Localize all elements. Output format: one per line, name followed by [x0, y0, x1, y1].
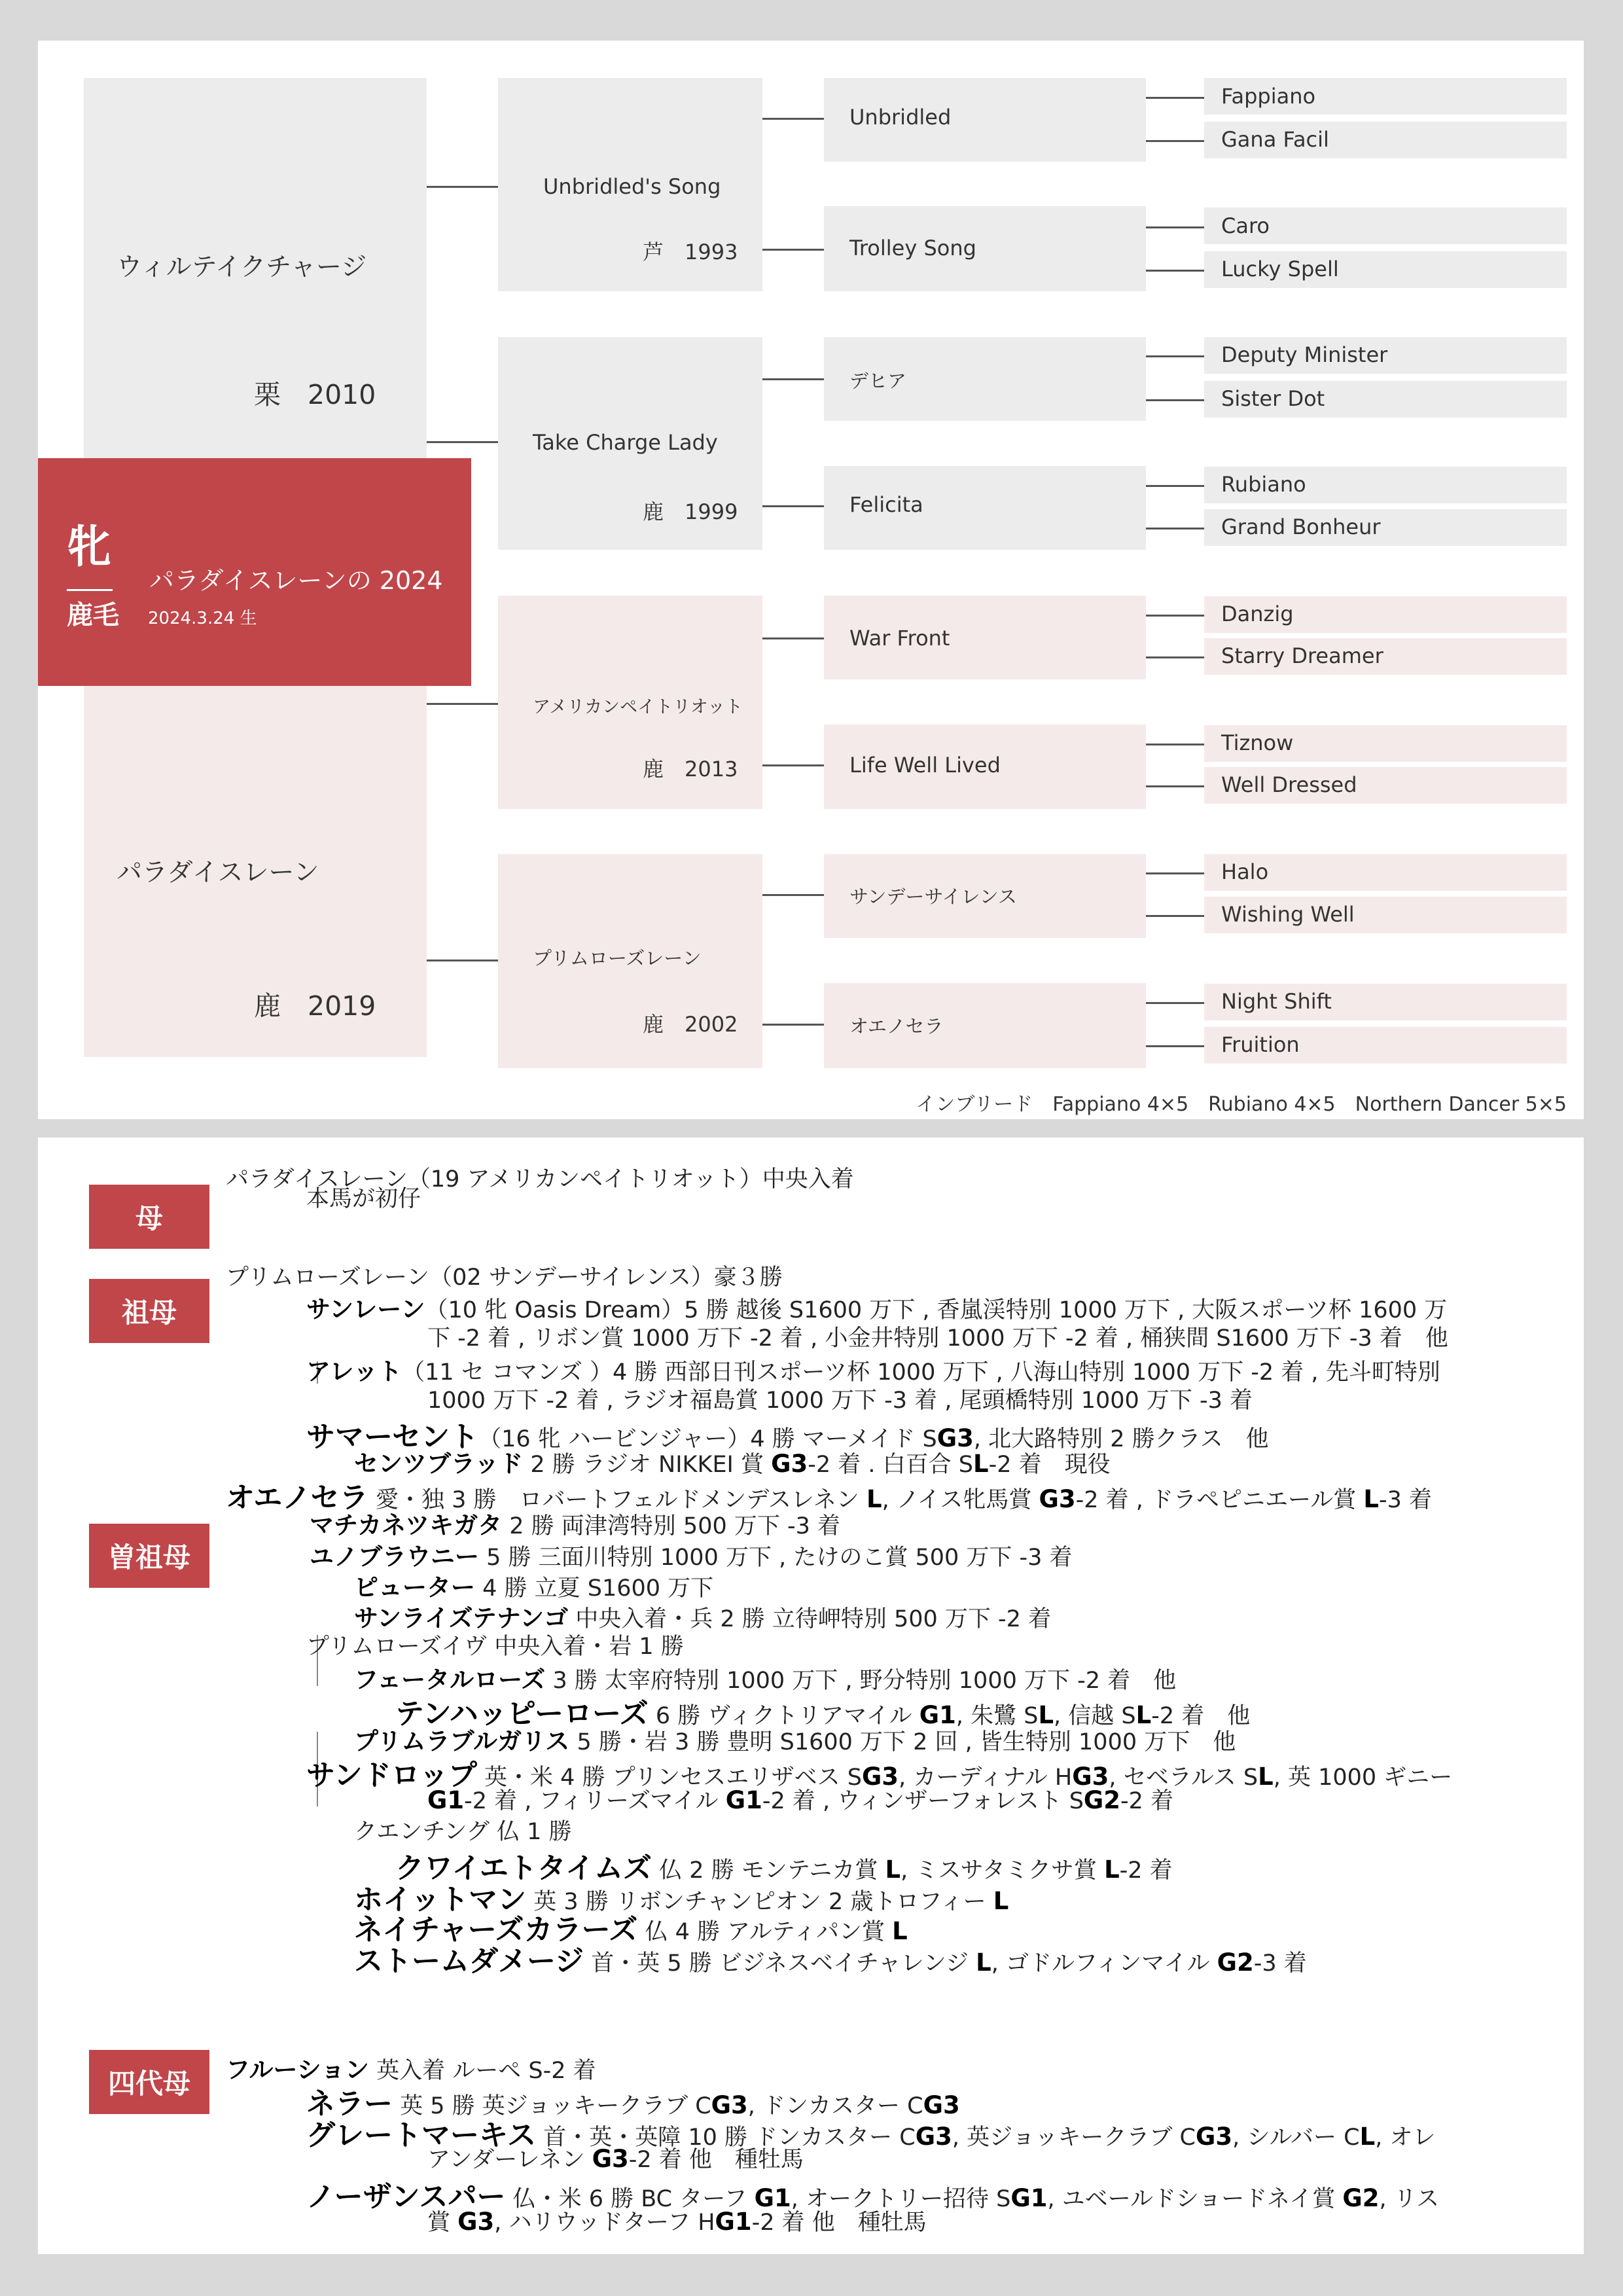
gen3-name: サンデーサイレンス — [849, 886, 1017, 908]
record-text: , セベラルス S — [1109, 1765, 1258, 1791]
horse-birth: 2024.3.24 生 — [148, 609, 257, 628]
horse-or-grade: G1 — [427, 1786, 465, 1814]
record-text: -2 着 他 種牡馬 — [628, 2147, 804, 2173]
horse-name: パラダイスレーンの 2024 — [149, 566, 443, 595]
connector-line — [1146, 97, 1204, 99]
record-text: -2 着 , ドラペピニエール賞 — [1075, 1487, 1364, 1513]
connector-line — [1146, 656, 1204, 658]
connector-line — [427, 703, 498, 705]
horse-or-grade: サンドロップ — [306, 1759, 477, 1792]
family-line — [310, 1505, 840, 1541]
gen2-coat-year: 鹿 1999 — [643, 499, 738, 524]
gen3-name: Unbridled — [849, 105, 952, 130]
horse-sex: 牝 — [67, 522, 112, 573]
dam-name: パラダイスレーン — [116, 858, 319, 888]
family-line — [306, 1181, 421, 1213]
record-text: , ドンカスター C — [747, 2093, 923, 2119]
gen2-name: Unbridled's Song — [543, 174, 721, 199]
label-gggdam: 四代母 — [89, 2050, 209, 2114]
connector-line — [1146, 615, 1204, 617]
pedigree-panel — [38, 41, 1584, 1119]
connector-line — [1146, 270, 1204, 272]
horse-or-grade: L — [1359, 2123, 1376, 2151]
record-text: 4 勝 立夏 S1600 万下 — [475, 1575, 714, 1602]
gen4-name: Wishing Well — [1221, 902, 1355, 927]
record-text: , ミスサタミクサ賞 — [901, 1857, 1105, 1884]
horse-or-grade: L — [976, 1948, 991, 1977]
horse-or-grade: L — [973, 1450, 989, 1478]
record-text: 中央入着・兵 2 勝 立待岬特別 500 万下 -2 着 — [568, 1606, 1052, 1632]
gen2-coat-year: 芦 1993 — [643, 240, 738, 264]
gen4-name: Lucky Spell — [1221, 257, 1339, 281]
record-text: -2 着 現役 — [988, 1452, 1111, 1478]
record-text: , ユベールドショードネイ賞 — [1047, 2186, 1343, 2212]
horse-or-grade: テンハッピーローズ — [395, 1697, 649, 1731]
connector-line — [1146, 226, 1204, 228]
record-text: （11 セ コマンズ ）4 勝 西部日刊スポーツ杯 1000 万下 , 八海山特別 1000 万下 -2 着 , 先斗町特別 — [402, 1359, 1440, 1386]
horse-or-grade: G3 — [936, 1424, 974, 1452]
inbreed-note: インブリード Fappiano 4×5 Rubiano 4×5 Northern Dancer 5×5 — [916, 1093, 1567, 1116]
family-line — [427, 1320, 1448, 1353]
record-text: 3 勝 太宰府特別 1000 万下 , 野分特別 1000 万下 -2 着 他 — [545, 1668, 1177, 1694]
connector-line — [1146, 1045, 1204, 1047]
record-text: , 信越 S — [1054, 1703, 1136, 1729]
connector-line — [1146, 355, 1204, 357]
connector-line — [427, 441, 498, 443]
family-line — [306, 1289, 1447, 1325]
record-text: プリムローズレーン（02 サンデーサイレンス）豪３勝 — [226, 1265, 783, 1291]
connector-line — [762, 894, 824, 896]
horse-or-grade: ピューター — [354, 1573, 475, 1602]
horse-or-grade: L — [1135, 1701, 1152, 1729]
record-text: 愛・独 3 勝 ロバートフェルドメンデスレネン — [368, 1487, 866, 1513]
horse-divider — [67, 589, 113, 591]
record-text: -3 着 — [1378, 1487, 1433, 1513]
record-text: 1000 万下 -2 着 , ラジオ福島賞 1000 万下 -3 着 , 尾頭橋特別 1000 万下 -3 着 — [427, 1388, 1253, 1414]
connector-line — [1146, 1002, 1204, 1004]
horse-or-grade: クワイエトタイムズ — [395, 1852, 652, 1885]
horse-or-grade: L — [1258, 1763, 1274, 1791]
horse-or-grade: ノーザンスパー — [306, 2180, 506, 2214]
horse-or-grade: L — [892, 1917, 908, 1945]
horse-or-grade: センツブラッド — [354, 1450, 524, 1478]
record-text: 2 勝 両津湾特別 500 万下 -3 着 — [502, 1513, 841, 1539]
record-text: 賞 — [427, 2210, 458, 2236]
horse-or-grade: G3 — [711, 2091, 748, 2119]
dam-coat-year: 鹿 2019 — [254, 990, 376, 1022]
connector-line — [1146, 140, 1204, 142]
horse-or-grade: ネイチャーズカラーズ — [354, 1913, 638, 1946]
horse-or-grade: G1 — [754, 2184, 791, 2212]
label-dam: 母 — [89, 1185, 209, 1249]
gen3-name: デヒア — [849, 370, 907, 392]
family-line — [306, 1352, 1440, 1387]
horse-or-grade: ストームダメージ — [354, 1945, 584, 1978]
connector-line — [1146, 915, 1204, 917]
record-text: , ハリウッドターフ H — [494, 2210, 715, 2236]
gen4-name: Sister Dot — [1221, 386, 1325, 411]
horse-or-grade: L — [1363, 1485, 1379, 1513]
gen4-name: Fappiano — [1221, 84, 1316, 109]
record-text: 仏 2 勝 モンテニカ賞 — [652, 1857, 885, 1884]
connector-line — [1146, 485, 1204, 487]
connector-line — [1146, 872, 1204, 874]
horse-or-grade: オエノセラ — [226, 1481, 368, 1515]
connector-line — [762, 505, 824, 507]
family-line — [427, 2204, 927, 2237]
gen3-name: オエノセラ — [849, 1015, 944, 1037]
connector-line — [762, 1024, 824, 1026]
gen4-name: Well Dressed — [1221, 772, 1357, 797]
record-text: , オークトリー招待 S — [791, 2186, 1011, 2212]
horse-or-grade: G1 — [919, 1701, 956, 1729]
gen4-name: Deputy Minister — [1221, 342, 1388, 367]
horse-or-grade: フルーション — [226, 2056, 370, 2084]
gen4-name: Danzig — [1221, 601, 1294, 626]
family-line — [427, 1783, 1173, 1816]
record-text: 下 -2 着 , リボン賞 1000 万下 -2 着 , 小金井特別 1000 万下 -2 着 , 桶狭間 S1600 万下 -3 着 他 — [427, 1325, 1448, 1352]
record-text: 仏・米 6 勝 BC ターフ — [505, 2186, 755, 2212]
gen2-name: Take Charge Lady — [533, 430, 718, 455]
record-text: 首・英・英障 10 勝 ドンカスター C — [536, 2125, 916, 2151]
family-line — [306, 1628, 684, 1661]
horse-or-grade: G3 — [915, 2123, 952, 2151]
gen4-name: Gana Facil — [1221, 127, 1329, 152]
record-text: 5 勝・岩 3 勝 豊明 S1600 万下 2 回 , 皆生特別 1000 万下 他 — [569, 1729, 1236, 1755]
label-granddam: 祖母 — [89, 1279, 209, 1343]
horse-or-grade: フェータルローズ — [354, 1666, 546, 1694]
horse-or-grade: ユノブラウニー — [310, 1543, 479, 1571]
horse-or-grade: G2 — [1083, 1786, 1121, 1814]
record-text: , カーディナル H — [899, 1765, 1073, 1791]
record-text: -2 着 他 種牡馬 — [751, 2210, 927, 2236]
horse-or-grade: G3 — [923, 2091, 960, 2119]
family-panel — [38, 1138, 1584, 2254]
record-text: クエンチング 仏 1 勝 — [354, 1819, 572, 1845]
horse-or-grade: G2 — [1342, 2184, 1380, 2212]
gen3-name: Trolley Song — [849, 236, 976, 260]
family-line — [354, 1568, 713, 1603]
connector-line — [1146, 399, 1204, 401]
connector-line — [1146, 744, 1204, 745]
horse-coat: 鹿毛 — [67, 600, 119, 630]
record-text: 英入着 ルーペ S-2 着 — [369, 2058, 596, 2084]
record-text: -2 着 — [1120, 1788, 1174, 1814]
family-line — [310, 1537, 1073, 1572]
record-text: プリムローズイヴ 中央入着・岩 1 勝 — [306, 1634, 684, 1660]
gen4-name: Caro — [1221, 213, 1270, 238]
horse-or-grade: ネラー — [306, 2087, 393, 2121]
record-text: -2 着 , ウィンザーフォレスト S — [762, 1788, 1084, 1814]
gen4-name: Rubiano — [1221, 472, 1306, 497]
record-text: -3 着 — [1253, 1950, 1307, 1977]
record-text: , シルバー C — [1232, 2125, 1360, 2151]
record-text: , リス — [1379, 2186, 1440, 2212]
horse-or-grade: L — [1038, 1701, 1054, 1729]
gen4-name: Fruition — [1221, 1032, 1300, 1057]
horse-or-grade: G3 — [592, 2145, 629, 2173]
label-ggdam: 曽祖母 — [89, 1524, 209, 1588]
record-text: , 北大路特別 2 勝クラス 他 — [973, 1426, 1269, 1452]
horse-or-grade: G3 — [771, 1450, 808, 1478]
horse-or-grade: サマーセント — [306, 1420, 479, 1454]
horse-or-grade: サンライズテナンゴ — [354, 1604, 569, 1632]
record-text: （10 牝 Oasis Dream）5 勝 越後 S1600 万下 , 香嵐渓特別 1000 万下 , 大阪スポーツ杯 1600 万 — [425, 1297, 1448, 1323]
horse-or-grade: G3 — [861, 1763, 899, 1791]
sire-box — [84, 78, 427, 499]
record-text: -2 着 , フィリーズマイル — [464, 1788, 726, 1814]
family-line — [354, 1937, 1307, 1979]
family-line — [427, 1382, 1253, 1415]
horse-or-grade: G1 — [725, 1786, 762, 1814]
record-text: , 英ジョッキークラブ C — [952, 2125, 1196, 2151]
record-text: 首・英 5 勝 ビジネスベイチャレンジ — [584, 1950, 976, 1977]
horse-or-grade: G1 — [1010, 2184, 1048, 2212]
gen2-coat-year: 鹿 2002 — [643, 1012, 738, 1037]
record-text: 英 3 勝 リボンチャンピオン 2 歳トロフィー — [526, 1889, 993, 1915]
record-text: -2 着 — [1119, 1857, 1173, 1884]
connector-line — [762, 118, 824, 120]
horse-or-grade: プリムラブルガリス — [354, 1727, 570, 1755]
gen2-name: アメリカンペイトリオット — [533, 697, 743, 717]
record-text: 2 勝 ラジオ NIKKEI 賞 — [523, 1452, 772, 1478]
connector-line — [762, 637, 824, 639]
record-text: 英 5 勝 英ジョッキークラブ C — [393, 2093, 711, 2119]
gen3-name: War Front — [849, 626, 950, 651]
record-text: -2 着 他 — [1151, 1703, 1251, 1729]
connector-line — [427, 960, 498, 961]
record-text: パラダイスレーン（19 アメリカンペイトリオット）中央入着 — [226, 1166, 854, 1193]
horse-or-grade: G3 — [1072, 1763, 1109, 1791]
horse-or-grade: G1 — [715, 2208, 752, 2236]
connector-line — [1146, 528, 1204, 529]
horse-or-grade: G3 — [1039, 1485, 1076, 1513]
horse-or-grade: L — [1104, 1856, 1120, 1884]
gen4-name: Grand Bonheur — [1221, 514, 1381, 539]
horse-or-grade: グレートマーキス — [306, 2119, 537, 2152]
horse-or-grade: L — [885, 1856, 901, 1884]
gen4-name: Starry Dreamer — [1221, 643, 1383, 668]
record-text: （16 牝 ハービンジャー）4 勝 マーメイド S — [478, 1426, 937, 1452]
horse-or-grade: ホイットマン — [354, 1883, 527, 1916]
horse-or-grade: サンレーン — [306, 1295, 425, 1323]
record-text: 英・米 4 勝 プリンセスエリザベス S — [476, 1765, 862, 1791]
gen2-coat-year: 鹿 2013 — [643, 757, 738, 781]
connector-line — [762, 378, 824, 380]
horse-or-grade: G3 — [457, 2208, 495, 2236]
record-text: , ゴドルフィンマイル — [991, 1950, 1217, 1977]
connector-line — [762, 249, 824, 251]
family-line — [427, 2142, 804, 2174]
record-text: 5 勝 三面川特別 1000 万下 , たけのこ賞 500 万下 -3 着 — [479, 1545, 1073, 1571]
gen2-name: プリムローズレーン — [533, 947, 702, 969]
gen3-name: Life Well Lived — [849, 753, 1001, 778]
family-line — [354, 1814, 572, 1846]
record-text: , ノイス牝馬賞 — [882, 1487, 1039, 1513]
sire-coat-year: 栗 2010 — [254, 379, 376, 410]
record-text: アンダーレネン — [427, 2147, 592, 2173]
gen4-name: Halo — [1221, 859, 1269, 884]
record-text: , 朱鷺 S — [955, 1703, 1039, 1729]
horse-or-grade: マチカネツキガタ — [310, 1511, 503, 1539]
horse-or-grade: G3 — [1195, 2123, 1233, 2151]
record-text: -2 着 . 白百合 S — [808, 1452, 974, 1478]
record-text: , オレ — [1375, 2125, 1436, 2151]
horse-or-grade: L — [993, 1887, 1009, 1915]
family-line — [226, 1259, 783, 1292]
connector-line — [427, 186, 498, 188]
horse-or-grade: G2 — [1217, 1948, 1254, 1977]
record-text: , 英 1000 ギニー — [1273, 1765, 1453, 1791]
gen3-name: Felicita — [849, 492, 923, 517]
connector-line — [762, 764, 824, 766]
horse-or-grade: アレット — [306, 1357, 402, 1386]
connector-line — [1146, 785, 1204, 787]
record-text: 本馬が初仔 — [306, 1186, 421, 1212]
horse-or-grade: L — [866, 1485, 882, 1513]
gen4-name: Tiznow — [1221, 730, 1294, 755]
record-text: 仏 4 勝 アルティパン賞 — [637, 1919, 893, 1945]
sire-name: ウィルテイクチャージ — [116, 253, 367, 282]
gen4-name: Night Shift — [1221, 989, 1332, 1014]
record-text: 6 勝 ヴィクトリアマイル — [648, 1703, 919, 1729]
